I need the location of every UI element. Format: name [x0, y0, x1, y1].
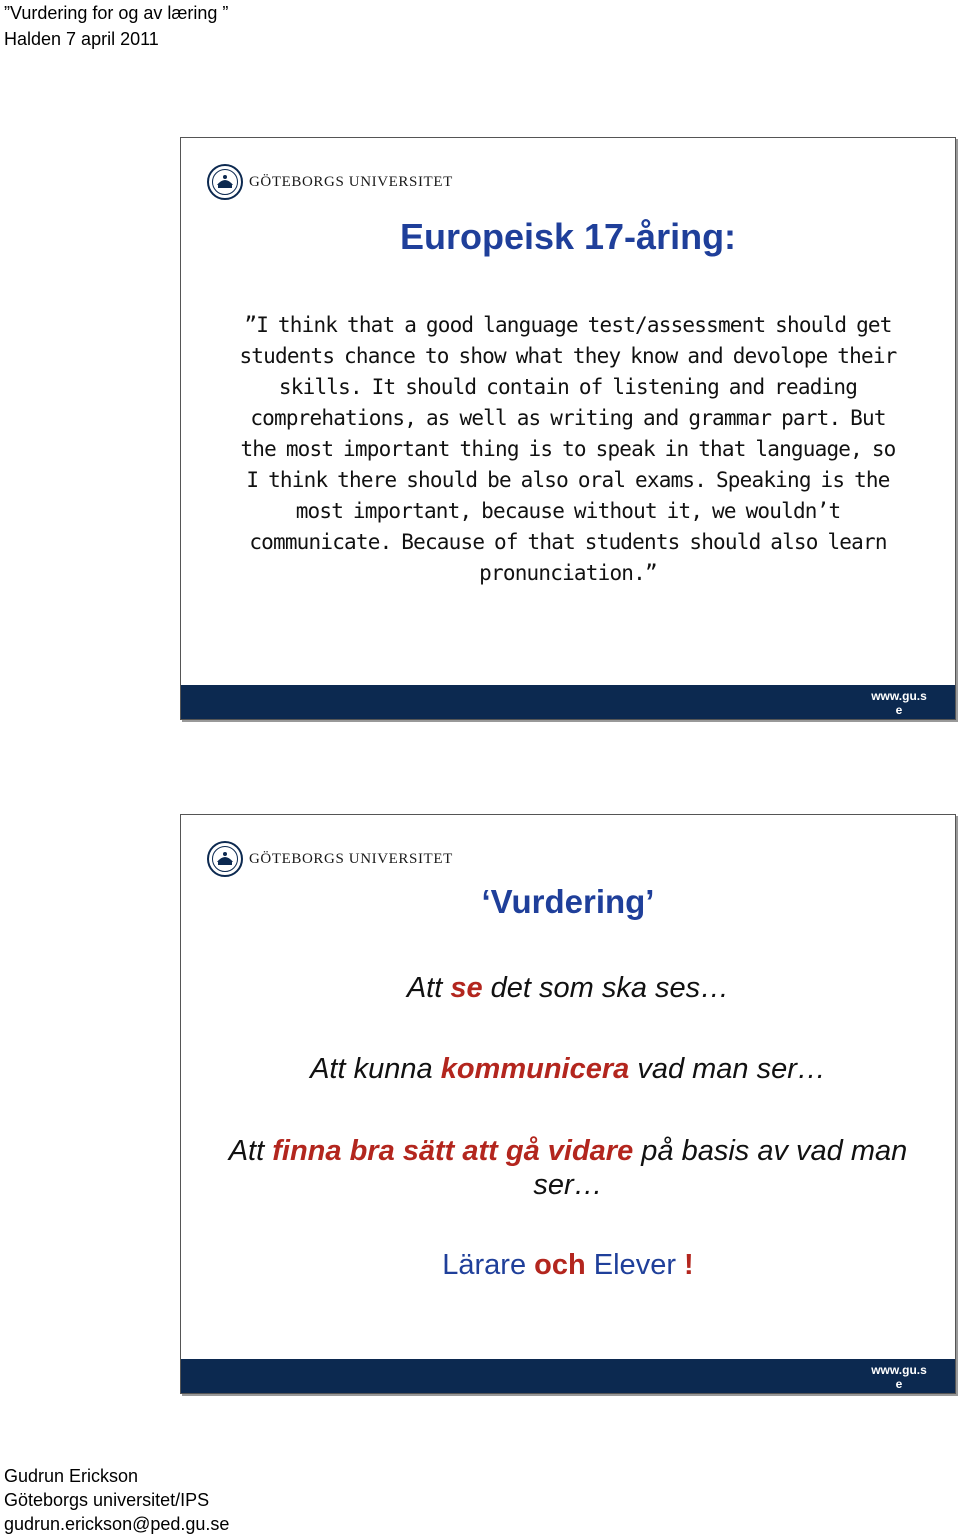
line-text: Att [406, 972, 451, 1004]
exclamation-mark: ! [684, 1249, 694, 1281]
slide-title: Europeisk 17-åring: [399, 216, 737, 257]
line-highlight: finna bra sätt att gå vidare [272, 1135, 634, 1167]
document-title: ”Vurdering for og av læring ” [4, 3, 229, 23]
website-link[interactable] [869, 1363, 929, 1391]
university-name: GÖTEBORGS UNIVERSITET [249, 850, 453, 867]
university-seal-icon [207, 841, 243, 877]
line-text: Att [228, 1135, 273, 1167]
line-text: vad man ser… [629, 1053, 826, 1085]
slide-footer-bar [181, 1359, 955, 1393]
line-text: på basis av vad man ser… [533, 1135, 908, 1201]
teachers-label: Lärare [442, 1249, 535, 1281]
page-footer [4, 1464, 229, 1536]
line-highlight: se [450, 972, 483, 1004]
page-header [4, 0, 228, 52]
teachers-and-students-line [181, 1249, 955, 1282]
website-url-line-2: e [895, 1377, 903, 1391]
slide-2 [180, 814, 956, 1394]
author-affiliation: Göteborgs universitet/IPS [4, 1490, 210, 1510]
and-label: och [534, 1249, 586, 1281]
statement-line-1 [221, 971, 915, 1005]
line-highlight: kommunicera [440, 1053, 630, 1085]
author-email[interactable]: gudrun.erickson@ped.gu.se [4, 1514, 230, 1534]
document-subtitle: Halden 7 april 2011 [4, 29, 159, 49]
slide-1 [180, 137, 956, 720]
website-url-line-1: www.gu.s [871, 1363, 927, 1377]
student-quote: ”I think that a good language test/assessment should get students chance to show what they know and devolope their skills. It should contain of listening and reading comprehations, as well as writing and grammar part. But the most important thing is to speak in that language, so I think there should be also oral exams. Speaking is the most important, because without it, we wouldn’t communicate. Because of that students should also learn pronunciation.” [239, 313, 897, 585]
slide-footer-bar [181, 685, 955, 719]
website-url-line-2: e [895, 703, 903, 717]
statement-line-2 [221, 1052, 915, 1086]
university-name: GÖTEBORGS UNIVERSITET [249, 173, 453, 190]
slide-title: ‘Vurdering’ [481, 883, 655, 920]
students-label: Elever [585, 1249, 685, 1281]
university-logo [207, 841, 453, 877]
website-link[interactable] [869, 689, 929, 717]
university-logo [207, 164, 453, 200]
line-text: det som ska ses… [482, 972, 730, 1004]
statement-line-3 [221, 1134, 915, 1202]
website-url-line-1: www.gu.s [871, 689, 927, 703]
university-seal-icon [207, 164, 243, 200]
line-text: Att kunna [310, 1053, 441, 1085]
author-name: Gudrun Erickson [4, 1466, 139, 1486]
